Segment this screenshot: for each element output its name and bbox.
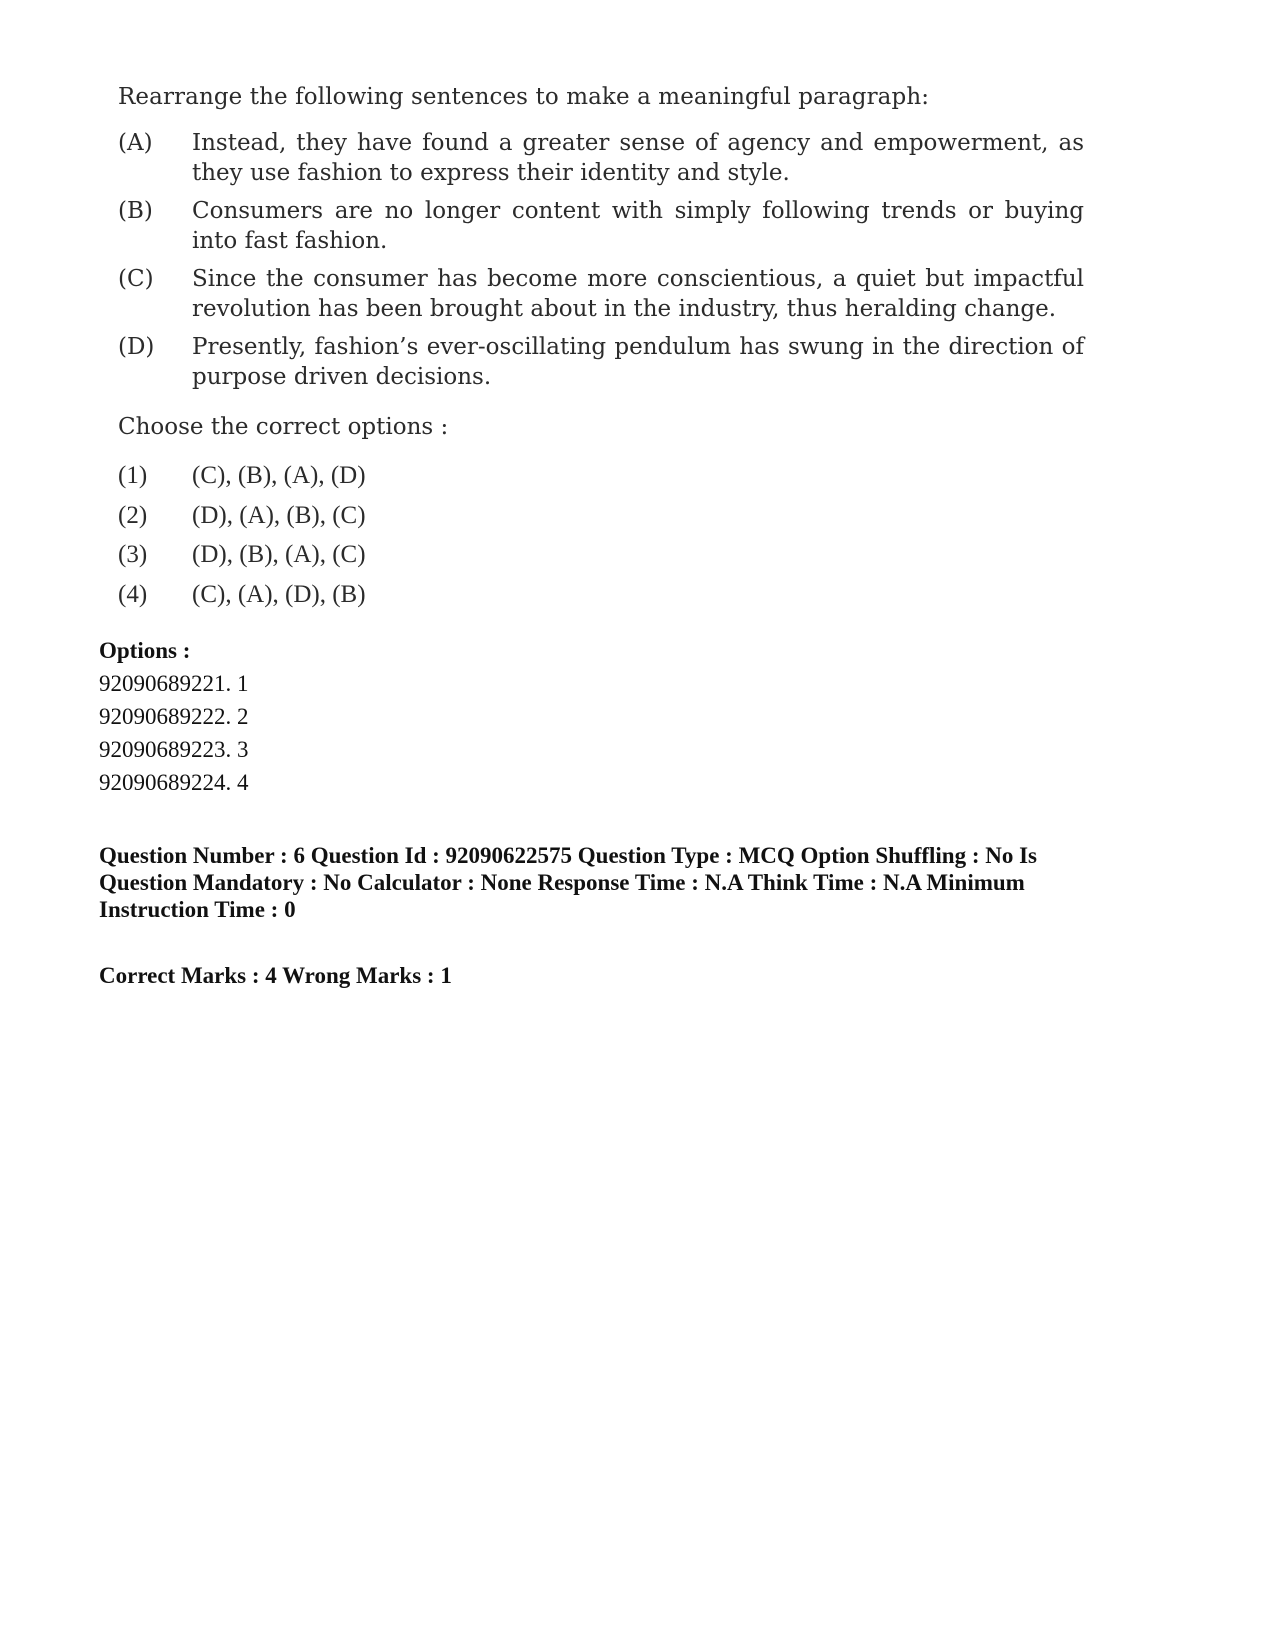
sentence-label: (C) [118, 266, 154, 292]
choice-number: (4) [118, 581, 148, 608]
option-item: 92090689222. 2 [99, 704, 249, 729]
option-item: 92090689223. 3 [99, 737, 249, 762]
option-item: 92090689224. 4 [99, 770, 249, 795]
choice-sequence: (D), (B), (A), (C) [192, 541, 366, 568]
sentence-text: Consumers are no longer content with simply following trends or buying into fast fashion. [192, 198, 1084, 254]
choice-sequence: (C), (A), (D), (B) [192, 581, 366, 608]
sentence-label: (D) [118, 334, 155, 360]
question-prompt: Rearrange the following sentences to make a meaningful paragraph: [118, 84, 930, 110]
choice-sequence: (C), (B), (A), (D) [192, 462, 366, 489]
sentence-text: Instead, they have found a greater sense of agency and empowerment, as they use fashion to express their identity and style. [192, 130, 1084, 186]
option-item: 92090689221. 1 [99, 671, 249, 696]
sentence-label: (A) [118, 130, 153, 156]
choice-number: (1) [118, 462, 148, 489]
sentence-text: Presently, fashion’s ever-oscillating pendulum has swung in the direction of purpose driven decisions. [192, 334, 1084, 390]
question-marks: Correct Marks : 4 Wrong Marks : 1 [99, 963, 452, 988]
choice-sequence: (D), (A), (B), (C) [192, 502, 366, 529]
choose-instruction: Choose the correct options : [118, 414, 449, 440]
sentence-label: (B) [118, 198, 153, 224]
question-meta: Question Number : 6 Question Id : 92090622575 Question Type : MCQ Option Shuffling : No Is Question Mandatory : No Calculator : None Response Time : N.A Think Time : N.A Minimum Instruction Time : 0 [99, 843, 1038, 922]
choice-number: (3) [118, 541, 148, 568]
choice-number: (2) [118, 502, 148, 529]
options-title: Options : [99, 638, 191, 663]
sentence-text: Since the consumer has become more conscientious, a quiet but impactful revolution has been brought about in the industry, thus heralding change. [192, 266, 1084, 322]
